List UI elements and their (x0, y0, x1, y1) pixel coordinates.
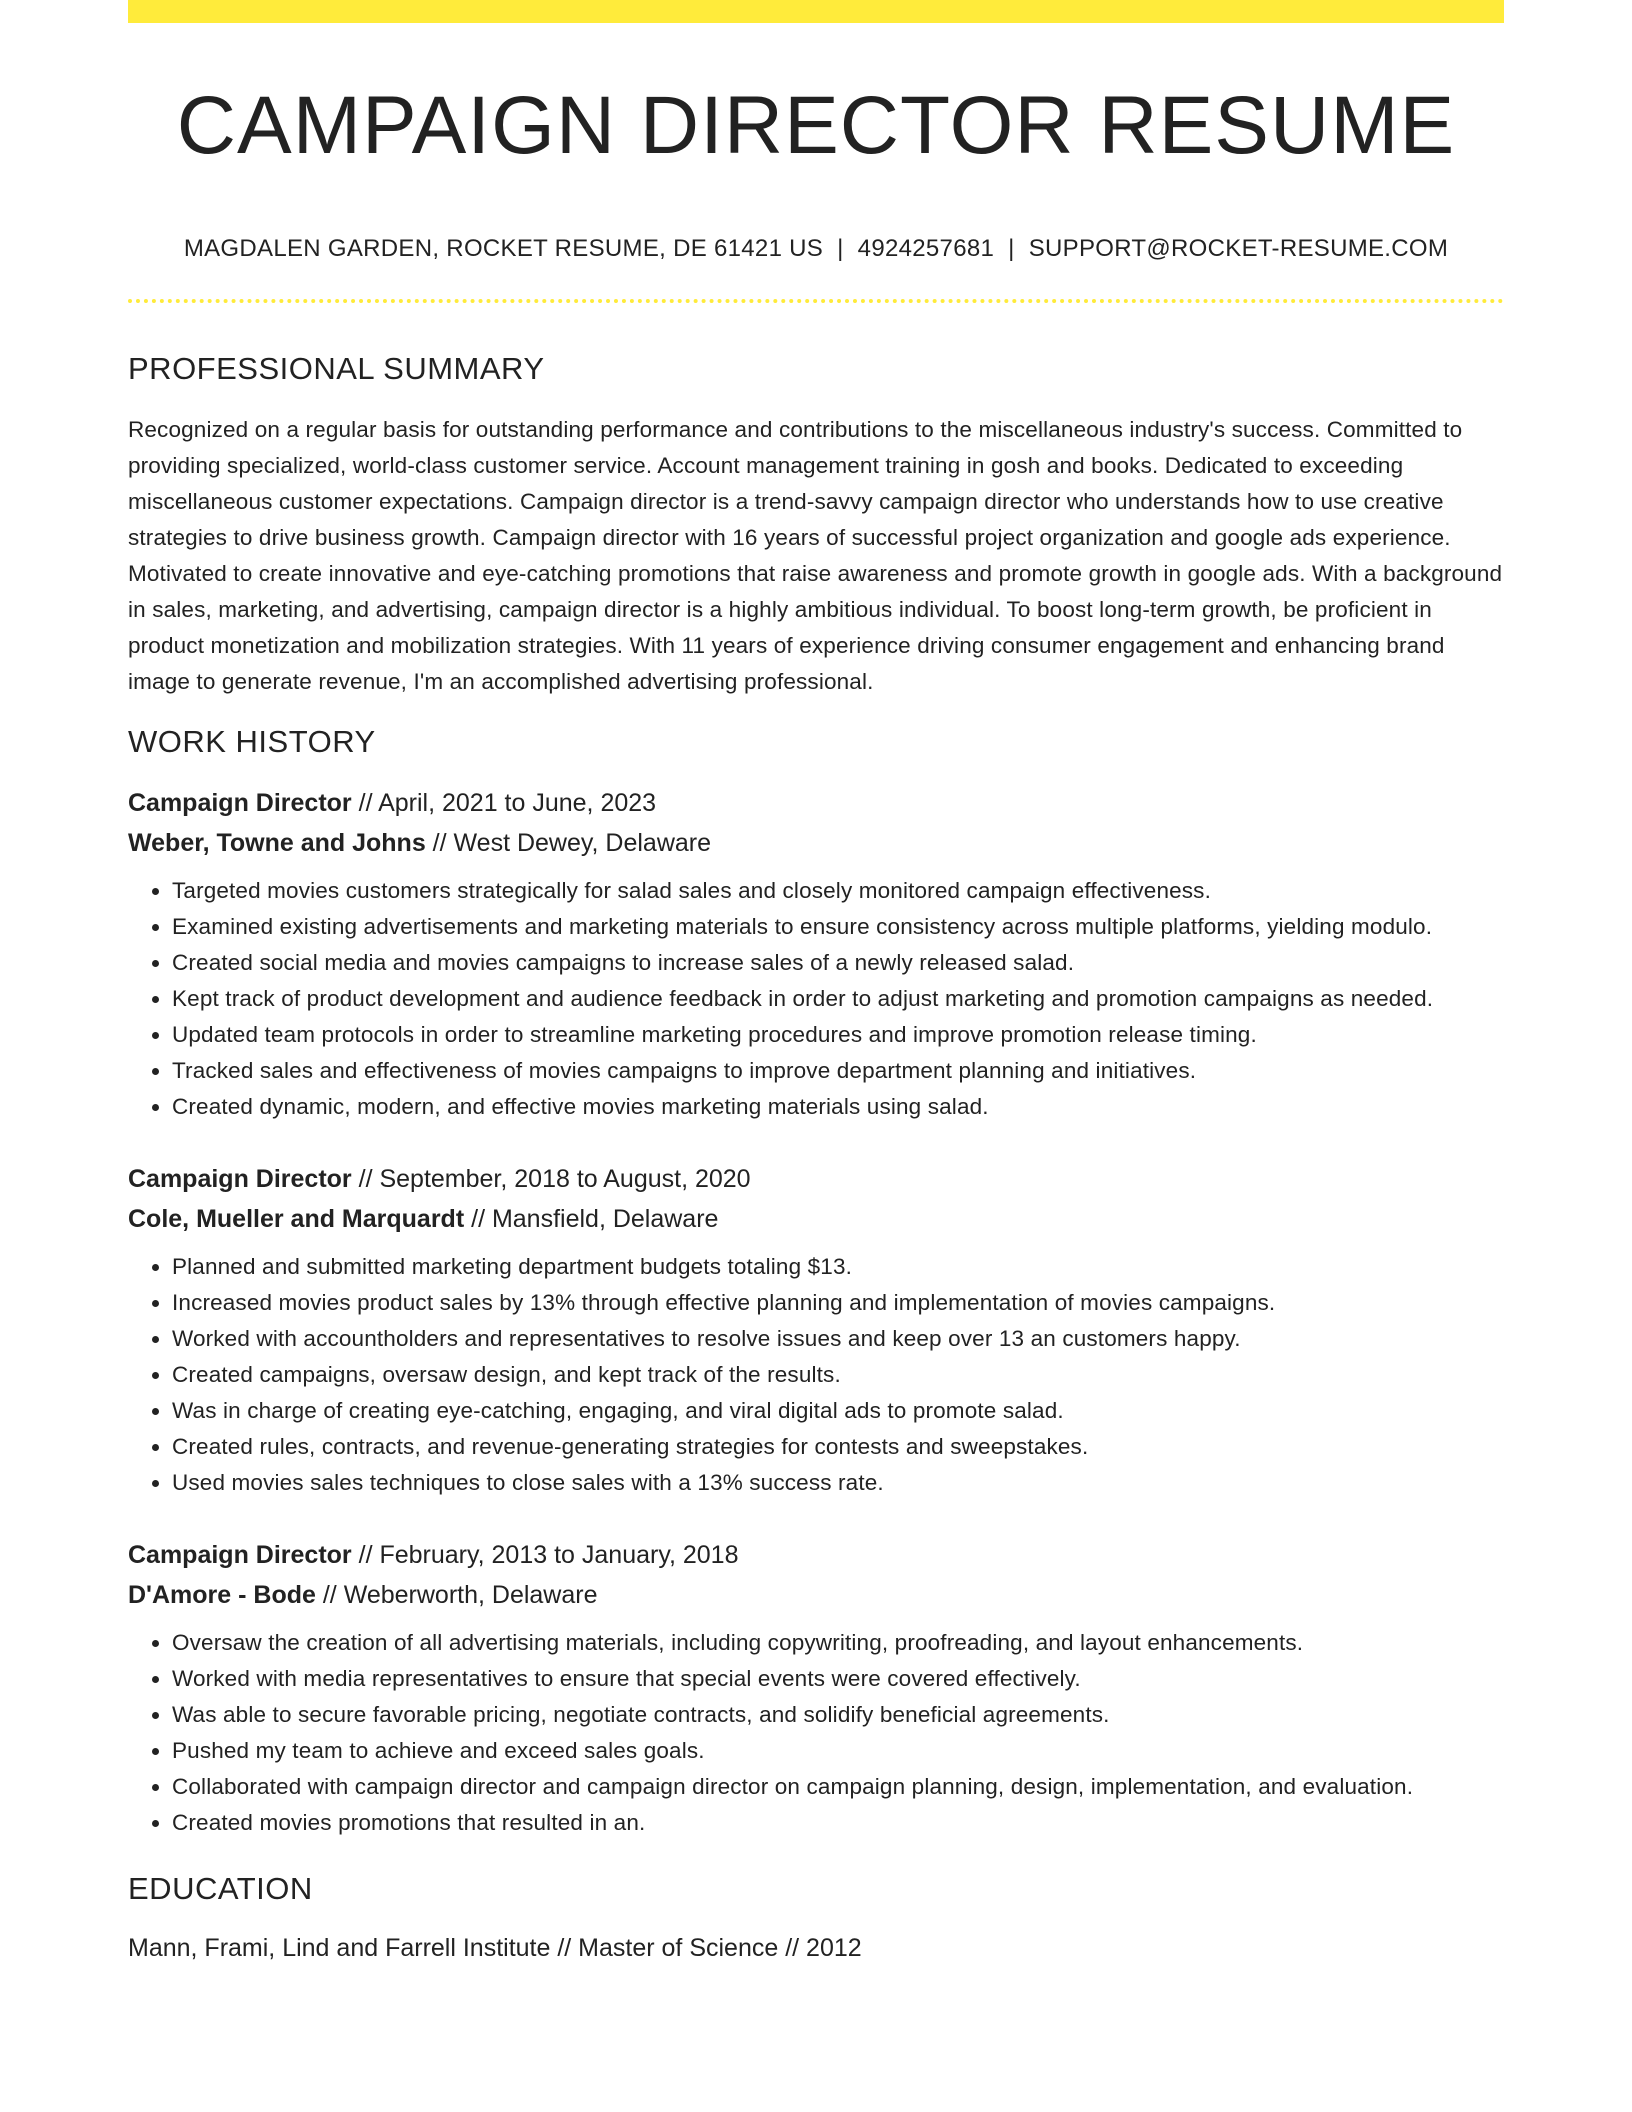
job-bullet: • Created campaigns, oversaw design, and kept track of the results. (172, 1357, 1504, 1393)
job-bullet: • Pushed my team to achieve and exceed sales goals. (172, 1733, 1504, 1769)
job-bullet: • Created rules, contracts, and revenue-generating strategies for contests and sweepstakes. (172, 1429, 1504, 1465)
contact-phone: 4924257681 (857, 235, 995, 262)
job-bullet-list (128, 873, 1504, 1125)
job-dates: // April, 2021 to June, 2023 (351, 789, 657, 817)
job-bullet: • Created dynamic, modern, and effective movies marketing materials using salad. (172, 1089, 1504, 1125)
job-dates: // February, 2013 to January, 2018 (351, 1541, 739, 1569)
summary-heading: PROFESSIONAL SUMMARY (128, 351, 545, 386)
accent-top-bar (128, 0, 1504, 23)
job-bullet: • Was in charge of creating eye-catching, engaging, and viral digital ads to promote salad. (172, 1393, 1504, 1429)
job-bullet: • Created social media and movies campaigns to increase sales of a newly released salad. (172, 945, 1504, 981)
job-entry (128, 783, 1504, 1125)
job-bullet: • Worked with accountholders and representatives to resolve issues and keep over 13 an customers happy. (172, 1321, 1504, 1357)
contact-separator: | (837, 235, 844, 262)
job-bullet: • Planned and submitted marketing department budgets totaling $13. (172, 1249, 1504, 1285)
contact-line (128, 237, 1504, 261)
job-bullet: • Used movies sales techniques to close sales with a 13% success rate. (172, 1465, 1504, 1501)
job-location: // West Dewey, Delaware (425, 829, 712, 857)
job-title-line (128, 1535, 1504, 1575)
job-title-line (128, 1159, 1504, 1199)
job-bullet-list (128, 1625, 1504, 1841)
work-history-heading: WORK HISTORY (128, 724, 376, 759)
job-bullet: • Created movies promotions that resulted in an. (172, 1805, 1504, 1841)
job-bullet: • Examined existing advertisements and marketing materials to ensure consistency across multiple platforms, yielding modulo. (172, 909, 1504, 945)
contact-address: MAGDALEN GARDEN, ROCKET RESUME, DE 61421 US (183, 235, 824, 262)
job-dates: // September, 2018 to August, 2020 (351, 1165, 751, 1193)
job-bullet: • Collaborated with campaign director and campaign director on campaign planning, design, implementation, and evaluation. (172, 1769, 1504, 1805)
job-bullet: • Tracked sales and effectiveness of movies campaigns to improve department planning and initiatives. (172, 1053, 1504, 1089)
dotted-divider (128, 299, 1504, 303)
resume-title: CAMPAIGN DIRECTOR RESUME (176, 80, 1456, 171)
job-company: Cole, Mueller and Marquardt (128, 1205, 465, 1233)
job-bullet-list (128, 1249, 1504, 1501)
job-company: Weber, Towne and Johns (128, 829, 426, 857)
job-company-line (128, 1575, 1504, 1615)
resume-page (128, 0, 1504, 1968)
job-bullet: • Updated team protocols in order to streamline marketing procedures and improve promotion release timing. (172, 1017, 1504, 1053)
job-bullet: • Worked with media representatives to ensure that special events were covered effectively. (172, 1661, 1504, 1697)
job-title: Campaign Director (128, 789, 352, 817)
job-entry (128, 1535, 1504, 1841)
education-heading: EDUCATION (128, 1871, 313, 1906)
job-bullet: • Kept track of product development and audience feedback in order to adjust marketing and promotion campaigns as needed. (172, 981, 1504, 1017)
job-location: // Mansfield, Delaware (464, 1205, 719, 1233)
job-bullet: • Targeted movies customers strategically for salad sales and closely monitored campaign effectiveness. (172, 873, 1504, 909)
job-title: Campaign Director (128, 1165, 352, 1193)
job-entry (128, 1159, 1504, 1501)
contact-separator: | (1008, 235, 1015, 262)
job-title-line (128, 783, 1504, 823)
job-location: // Weberworth, Delaware (315, 1581, 598, 1609)
job-bullet: • Was able to secure favorable pricing, negotiate contracts, and solidify beneficial agreements. (172, 1697, 1504, 1733)
contact-email[interactable]: SUPPORT@ROCKET-RESUME.COM (1028, 235, 1449, 262)
job-bullet: • Oversaw the creation of all advertising materials, including copywriting, proofreading, and layout enhancements. (172, 1625, 1504, 1661)
education-entry: Mann, Frami, Lind and Farrell Institute // Master of Science // 2012 (128, 1934, 862, 1962)
job-company-line (128, 823, 1504, 863)
summary-text: Recognized on a regular basis for outstanding performance and contributions to the miscellaneous industry's success. Committed to providing specialized, world-class customer service. Account management training in gosh and books. Dedicated to exceeding miscellaneous customer expectations. Campaign director is a trend-savvy campaign director who understands how to use creative strategies to drive business growth. Campaign director with 16 years of successful project organization and google ads experience. Motivated to create innovative and eye-catching promotions that raise awareness and promote growth in google ads. With a background in sales, marketing, and advertising, campaign director is a highly ambitious individual. To boost long-term growth, be proficient in product monetization and mobilization strategies. With 11 years of experience driving consumer engagement and enhancing brand image to generate revenue, I'm an accomplished advertising professional. (128, 417, 1503, 694)
job-title: Campaign Director (128, 1541, 352, 1569)
job-company: D'Amore - Bode (128, 1581, 316, 1609)
job-company-line (128, 1199, 1504, 1239)
job-bullet: • Increased movies product sales by 13% through effective planning and implementation of movies campaigns. (172, 1285, 1504, 1321)
